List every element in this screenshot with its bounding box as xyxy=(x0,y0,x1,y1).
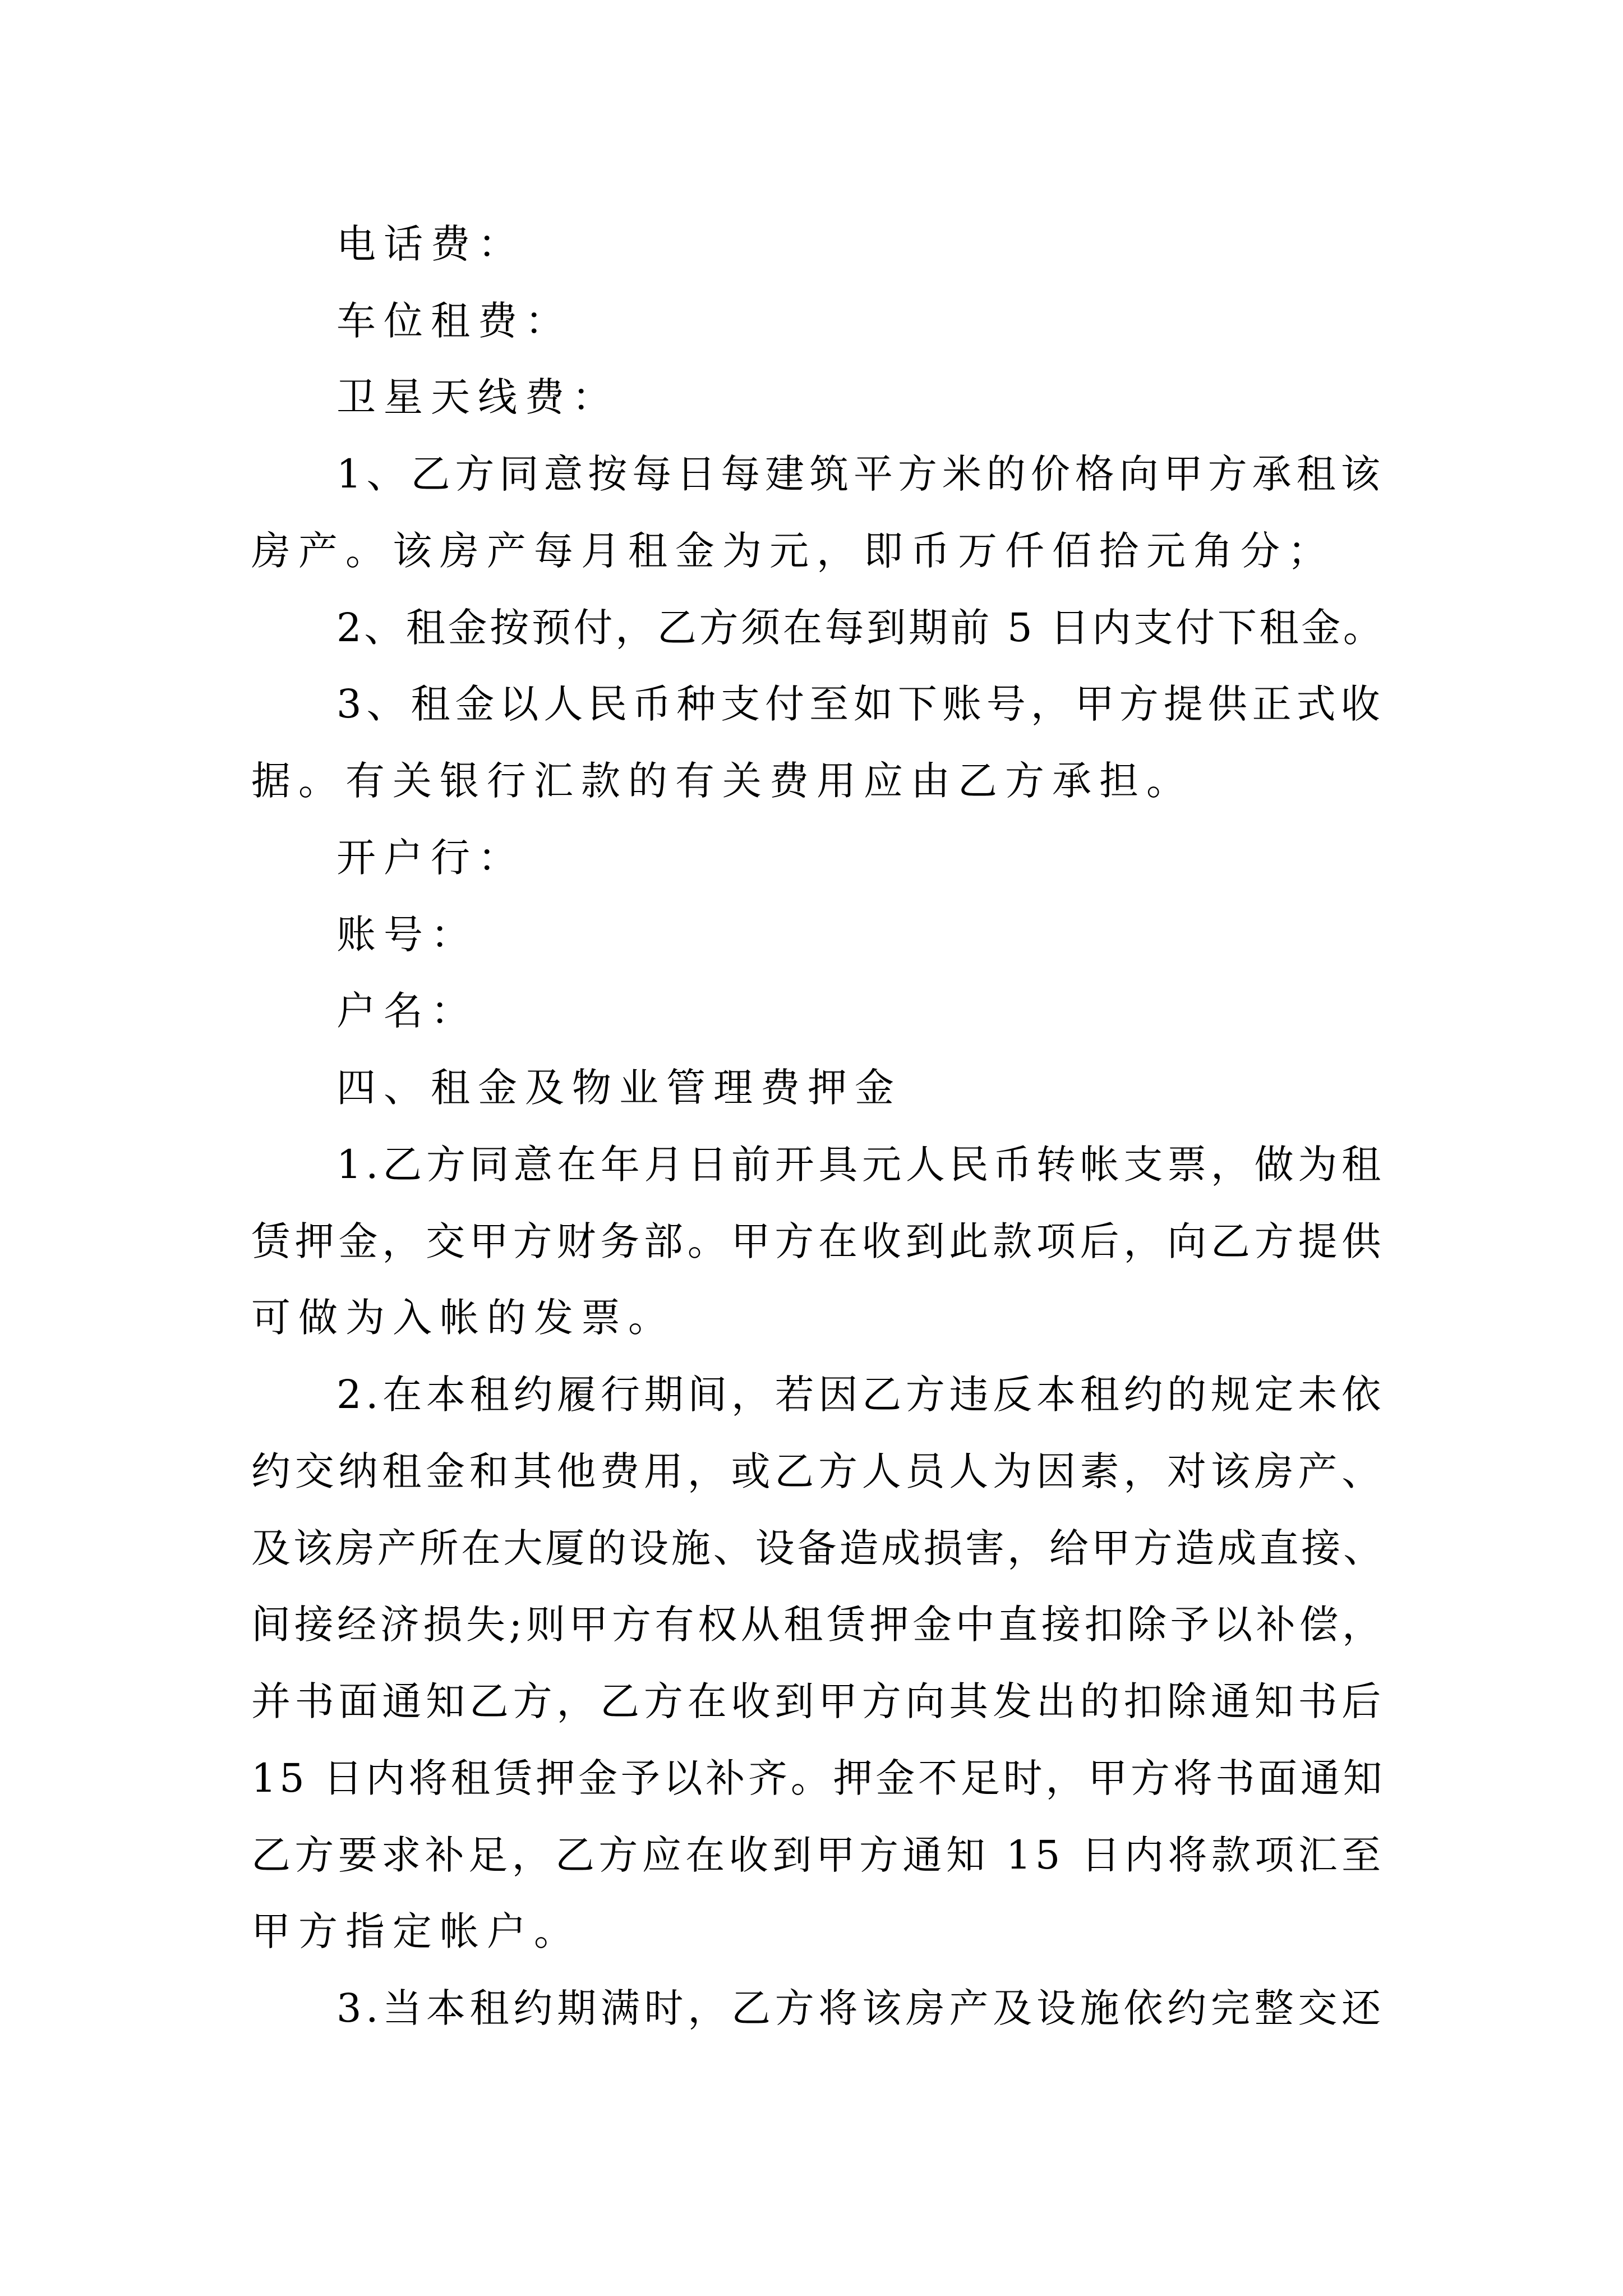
text-line: 3.当本租约期满时，乙方将该房产及设施依约完整交还 xyxy=(336,1985,1385,2031)
text-line: 并书面通知乙方，乙方在收到甲方向其发出的扣除通知书后 xyxy=(251,1678,1385,1724)
text-line: 据。有关银行汇款的有关费用应由乙方承担。 xyxy=(251,758,1193,804)
text-line: 15 日内将租赁押金予以补齐。押金不足时，甲方将书面通知 xyxy=(251,1755,1386,1801)
text-line: 房产。该房产每月租金为元，即币万仟佰拾元角分； xyxy=(251,528,1335,574)
text-line: 1、乙方同意按每日每建筑平方米的价格向甲方承租该 xyxy=(336,451,1385,497)
text-line: 2.在本租约履行期间，若因乙方违反本租约的规定未依 xyxy=(336,1372,1385,1418)
text-line: 甲方指定帐户。 xyxy=(251,1908,581,1954)
text-line: 及该房产所在大厦的设施、设备造成损害，给甲方造成直接、 xyxy=(251,1525,1385,1571)
text-line: 3、租金以人民币种支付至如下账号，甲方提供正式收 xyxy=(336,681,1385,727)
text-line: 电话费： xyxy=(336,221,525,267)
text-line: 约交纳租金和其他费用，或乙方人员人为因素，对该房产、 xyxy=(251,1448,1385,1494)
text-line: 户名： xyxy=(336,988,478,1034)
text-line: 赁押金，交甲方财务部。甲方在收到此款项后，向乙方提供 xyxy=(251,1218,1385,1264)
text-line: 卫星天线费： xyxy=(336,374,619,420)
text-line: 车位租费： xyxy=(336,298,572,344)
text-line: 可做为入帐的发票。 xyxy=(251,1295,675,1341)
section-heading: 四、租金及物业管理费押金 xyxy=(336,1065,902,1111)
text-line: 2、租金按预付，乙方须在每到期前 5 日内支付下租金。 xyxy=(336,605,1385,651)
text-line: 开户行： xyxy=(336,835,525,881)
text-line: 账号： xyxy=(336,912,478,958)
text-line: 1.乙方同意在年月日前开具元人民币转帐支票，做为租 xyxy=(336,1142,1385,1188)
text-line: 乙方要求补足，乙方应在收到甲方通知 15 日内将款项汇至 xyxy=(251,1832,1385,1878)
text-line: 间接经济损失;则甲方有权从租赁押金中直接扣除予以补偿， xyxy=(251,1602,1385,1648)
